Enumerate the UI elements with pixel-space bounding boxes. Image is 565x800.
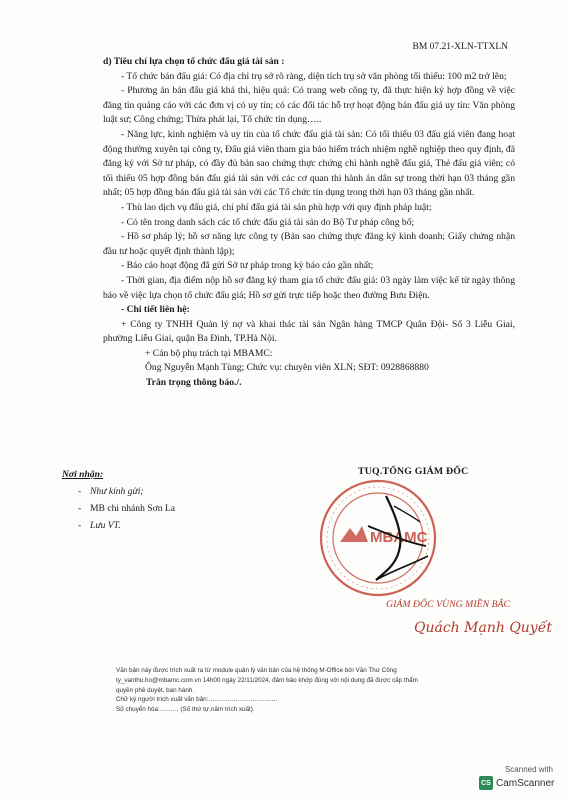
contact-company: + Công ty TNHH Quản lý nợ và khai thác tài sản Ngân hàng TMCP Quân Đội- Số 3 Liễu Giai, phường Liễu Giai, quận Ba Đình, TP.Hà Nội. <box>103 318 515 345</box>
camscanner-logo-icon: CS <box>479 776 493 790</box>
footer-line: Văn bản này được trích xuất ra từ module quản lý văn bản của hệ thống M-Office bởi Văn Thư Công <box>116 667 397 674</box>
footer-line: quyền phê duyệt, ban hành. <box>116 686 195 694</box>
signature-title: TUQ.TỔNG GIÁM ĐỐC <box>358 466 469 477</box>
recipient-item: - Lưu VT. <box>62 517 175 534</box>
contact-officer: Ông Nguyễn Mạnh Tùng; Chức vụ: chuyên viên XLN; SĐT: 0928868880 <box>145 362 429 374</box>
criteria-item: - Thời gian, địa điểm nộp hồ sơ đăng ký tham gia tổ chức đấu giá: 03 ngày làm việc kể từ ngày thông báo về việc lựa chọn tổ chức đấu giá; Hồ sơ gửi trực tiếp hoặc theo đường Bưu Điện. <box>103 274 515 301</box>
signature-position: GIÁM ĐỐC VÙNG MIỀN BẮC <box>386 599 511 610</box>
seal-text: MBAMC <box>370 529 428 546</box>
document-body <box>103 55 515 391</box>
company-seal-icon <box>316 476 440 600</box>
recipients-block <box>62 466 175 534</box>
criteria-item: - Tổ chức bán đấu giá: Có địa chỉ trụ sở rõ ràng, diện tích trụ sở văn phòng tối thiểu: 100 m2 trở lên; <box>121 70 507 82</box>
criteria-item: - Năng lực, kinh nghiệm và uy tín của tổ chức đấu giá tài sản: Có tối thiểu 03 đấu giá viên đang hoạt động thường xuyên tại công ty, Đấu giá viên tham gia bảo hiểm trách nhiệm nghề nghiệp theo quy định, đã đăng ký với Sở tư pháp, có đầy đủ bản sao chứng thực chứng chỉ hành nghề đấu giá, Thẻ đấu giá viên; có tối thiểu 05 hợp đồng bán đấu giá tài sản với các cơ quan thi hành án dân sự trong thời hạn 03 tháng gần nhất; 05 hợp đồng bán đấu giá tài sản với các Tổ chức tín dụng trong thời hạn 03 tháng gần nhất. <box>103 128 515 199</box>
scanned-with-text: Scanned with <box>504 765 553 774</box>
criteria-item: - Có tên trong danh sách các tổ chức đấu giá tài sản do Bộ Tư pháp công bố; <box>121 216 415 228</box>
recipients-title: Nơi nhận: <box>62 469 104 480</box>
camscanner-watermark <box>479 765 557 790</box>
footer-line: ty_vanthu.ho@mbamc.com.vn 14h00 ngày 22/11/2024, đảm bảo khớp đúng với nội dung đã được cấp thẩm <box>116 676 418 684</box>
recipient-item: - Như kính gửi; <box>62 483 175 500</box>
criteria-item: - Thù lao dịch vụ đấu giá, chi phí đấu giá tài sản phù hợp với quy định pháp luật; <box>121 201 432 213</box>
closing-text: Trân trọng thông báo./. <box>146 377 242 389</box>
signer-name: Quách Mạnh Quyết <box>414 620 552 636</box>
criteria-item: - Phương án bán đấu giá khả thi, hiệu quả: Có trang web công ty, đã thực hiện ký hợp đồng về việc đăng tin quảng cáo với các đơn vị có uy tín; có các đối tác hỗ trợ hoạt động bán đấu giá uy tín: Văn phòng luật sư; Công chứng; Thừa phát lại, Tổ chức tín dụng….. <box>103 85 515 126</box>
criteria-heading: d) Tiêu chí lựa chọn tổ chức đấu giá tài sản : <box>103 56 285 67</box>
extract-footer <box>116 666 476 715</box>
camscanner-name: CamScanner <box>496 777 555 789</box>
criteria-item: - Báo cáo hoạt động đã gửi Sở tư pháp trong kỳ báo cáo gần nhất; <box>121 260 374 272</box>
contact-officer-heading: + Cán bộ phụ trách tại MBAMC: <box>145 347 273 359</box>
contact-heading: - Chi tiết liên hệ: <box>121 304 190 316</box>
criteria-item: - Hồ sơ pháp lý; hồ sơ năng lực công ty (Bản sao chứng thực đăng ký kinh doanh; Giấy chứng nhận đầu tư hoặc quyết định thành lập); <box>103 231 515 257</box>
footer-line: Chữ ký người trích xuất văn bản:…………………………… <box>116 696 278 704</box>
document-code: BM 07.21-XLN-TTXLN <box>412 42 508 52</box>
recipient-item: - MB chi nhánh Sơn La <box>62 500 175 517</box>
footer-line: Số chuyển hóa:……… (Số thứ tự,năm trích xuất). <box>116 706 255 714</box>
